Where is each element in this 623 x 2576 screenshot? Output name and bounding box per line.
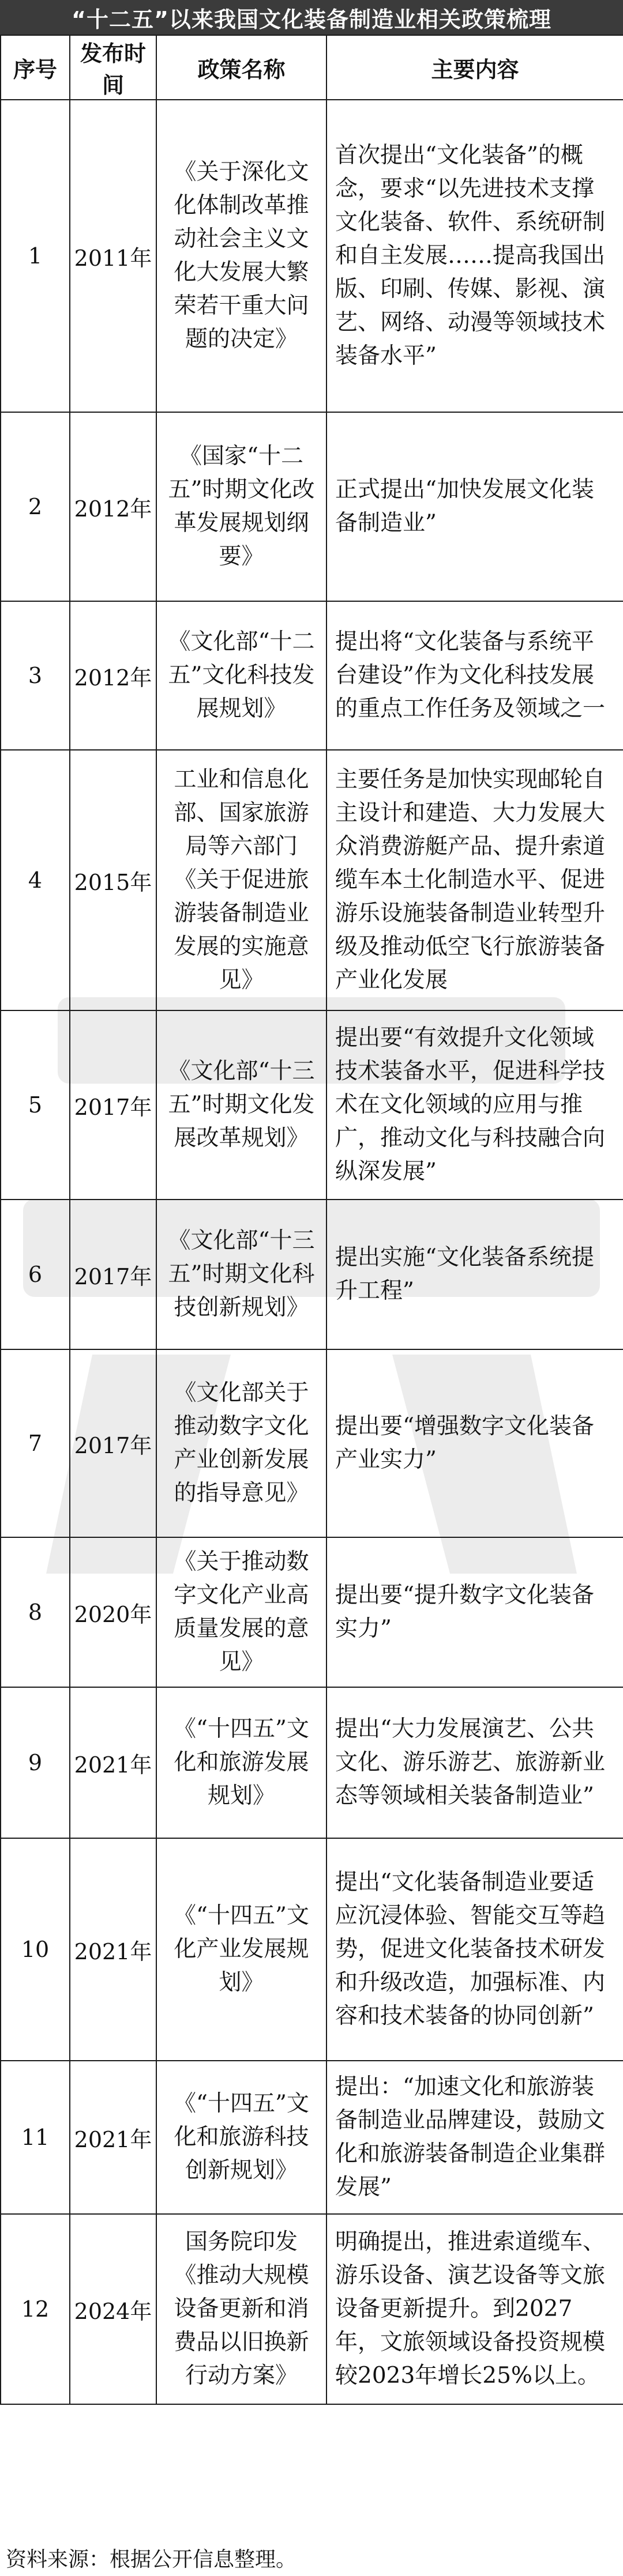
table-title: “十二五”以来我国文化装备制造业相关政策梳理: [0, 0, 623, 35]
row-time: 2024年: [70, 2214, 156, 2404]
row-time: 2017年: [70, 1200, 156, 1349]
row-time: 2011年: [70, 100, 156, 412]
row-time: 2017年: [70, 1010, 156, 1200]
table-row: [1, 412, 623, 601]
row-no: 5: [1, 1010, 70, 1200]
table-row: [1, 2214, 623, 2404]
table-row: [1, 1349, 623, 1537]
row-no: 12: [1, 2214, 70, 2404]
row-time: 2017年: [70, 1349, 156, 1537]
row-time: 2020年: [70, 1537, 156, 1687]
row-policy-name: 国务院印发《推动大规模设备更新和消费品以旧换新行动方案》: [156, 2214, 326, 2404]
row-no: 2: [1, 412, 70, 601]
row-content: 提出“大力发展演艺、公共文化、游乐游艺、旅游新业态等领域相关装备制造业”: [326, 1687, 623, 1838]
row-policy-name: 工业和信息化部、国家旅游局等六部门《关于促进旅游装备制造业发展的实施意见》: [156, 750, 326, 1010]
row-policy-name: 《“十四五”文化和旅游科技创新规划》: [156, 2061, 326, 2214]
row-no: 7: [1, 1349, 70, 1537]
table-row: [1, 1537, 623, 1687]
row-policy-name: 《文化部“十三五”时期文化发展改革规划》: [156, 1010, 326, 1200]
row-content: 正式提出“加快发展文化装备制造业”: [326, 412, 623, 601]
table-header-row: [1, 35, 623, 100]
row-content: 提出要“有效提升文化领域技术装备水平，促进科学技术在文化领域的应用与推广，推动文化与科技融合向纵深发展”: [326, 1010, 623, 1200]
header-time: 发布时间: [70, 35, 156, 100]
row-no: 4: [1, 750, 70, 1010]
row-time: 2012年: [70, 601, 156, 750]
row-policy-name: 《关于深化文化体制改革推动社会主义文化大发展大繁荣若干重大问题的决定》: [156, 100, 326, 412]
header-content: 主要内容: [326, 35, 623, 100]
row-policy-name: 《文化部“十二五”文化科技发展规划》: [156, 601, 326, 750]
source-note: 资料来源：根据公开信息整理。: [6, 2548, 297, 2571]
row-content: 提出将“文化装备与系统平台建设”作为文化科技发展的重点工作任务及领域之一: [326, 601, 623, 750]
table-row: [1, 2061, 623, 2214]
row-no: 11: [1, 2061, 70, 2214]
table-row: [1, 1200, 623, 1349]
table-row: [1, 601, 623, 750]
row-policy-name: 《“十四五”文化产业发展规划》: [156, 1838, 326, 2061]
row-no: 10: [1, 1838, 70, 2061]
row-content: 明确提出，推进索道缆车、游乐设备、演艺设备等文旅设备更新提升。到2027年，文旅领域设备投资规模较2023年增长25%以上。: [326, 2214, 623, 2404]
row-content: 提出“文化装备制造业要适应沉浸体验、智能交互等趋势，促进文化装备技术研发和升级改造，加强标准、内容和技术装备的协同创新”: [326, 1838, 623, 2061]
row-content: 提出要“增强数字文化装备产业实力”: [326, 1349, 623, 1537]
row-no: 3: [1, 601, 70, 750]
table-row: [1, 1838, 623, 2061]
row-content: 提出要“提升数字文化装备实力”: [326, 1537, 623, 1687]
row-time: 2021年: [70, 1687, 156, 1838]
header-name: 政策名称: [156, 35, 326, 100]
row-content: 首次提出“文化装备”的概念，要求“以先进技术支撑文化装备、软件、系统研制和自主发展……提高我国出版、印刷、传媒、影视、演艺、网络、动漫等领域技术装备水平”: [326, 100, 623, 412]
row-policy-name: 《“十四五”文化和旅游发展规划》: [156, 1687, 326, 1838]
row-policy-name: 《国家“十二五”时期文化改革发展规划纲要》: [156, 412, 326, 601]
table-row: [1, 750, 623, 1010]
row-no: 9: [1, 1687, 70, 1838]
row-policy-name: 《关于推动数字文化产业高质量发展的意见》: [156, 1537, 326, 1687]
policy-table: [0, 35, 623, 2405]
table-row: [1, 1687, 623, 1838]
header-no: 序号: [1, 35, 70, 100]
row-time: 2021年: [70, 1838, 156, 2061]
table-row: [1, 100, 623, 412]
row-time: 2015年: [70, 750, 156, 1010]
row-time: 2021年: [70, 2061, 156, 2214]
row-no: 6: [1, 1200, 70, 1349]
row-time: 2012年: [70, 412, 156, 601]
row-policy-name: 《文化部关于推动数字文化产业创新发展的指导意见》: [156, 1349, 326, 1537]
row-no: 1: [1, 100, 70, 412]
row-content: 主要任务是加快实现邮轮自主设计和建造、大力发展大众消费游艇产品、提升索道缆车本土化制造水平、促进游乐设施装备制造业转型升级及推动低空飞行旅游装备产业化发展: [326, 750, 623, 1010]
row-content: 提出实施“文化装备系统提升工程”: [326, 1200, 623, 1349]
row-content: 提出：“加速文化和旅游装备制造业品牌建设，鼓励文化和旅游装备制造企业集群发展”: [326, 2061, 623, 2214]
table-row: [1, 1010, 623, 1200]
row-no: 8: [1, 1537, 70, 1687]
row-policy-name: 《文化部“十三五”时期文化科技创新规划》: [156, 1200, 326, 1349]
